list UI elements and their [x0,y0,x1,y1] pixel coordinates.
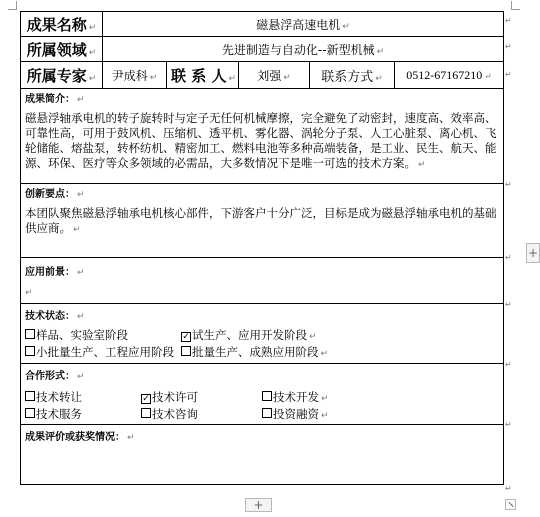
row-field [21,37,504,62]
field-label-cell [21,37,103,62]
intro-title: 成果简介： ↵ [25,94,85,105]
checkbox-unchecked[interactable] [181,346,191,356]
checkbox-checked[interactable]: ✓ [142,394,150,404]
cooperation-option-development[interactable]: 技术开发 ↵ [262,390,329,407]
tech-status-cell [21,304,504,364]
row-evaluation [21,425,504,485]
row-end-mark: ↵ [505,360,512,369]
innovation-cell[interactable] [21,184,504,258]
paragraph-mark: ↵ [25,288,33,298]
tech-status-row-2 [25,345,499,362]
achievement-form-table [20,11,504,485]
field-value-cell[interactable] [103,37,504,62]
add-row-button[interactable]: + [245,498,272,512]
add-column-button[interactable]: + [526,243,540,263]
paragraph-mark: ↵ [77,372,85,382]
paragraph-mark: ↵ [149,72,158,83]
table-resize-handle-icon[interactable] [505,499,516,510]
evaluation-title: 成果评价或获奖情况： ↵ [25,432,135,443]
cooperation-cell [21,364,504,425]
paragraph-mark: ↵ [228,73,236,84]
tech-status-option-trial[interactable]: ✓ 试生产、应用开发阶段 ↵ [182,328,317,342]
checkbox-unchecked[interactable] [25,329,35,339]
checkbox-unchecked[interactable] [25,391,35,401]
row-contacts [21,62,504,89]
crop-mark-top-right [511,1,520,10]
paragraph-mark: ↵ [309,332,317,342]
expert-label-cell [21,62,103,89]
tech-status-row-1 [25,328,499,345]
intro-cell[interactable] [21,89,504,184]
paragraph-mark: ↵ [375,73,383,84]
row-cooperation [21,364,504,425]
contact-value-cell[interactable] [239,62,310,89]
paragraph-mark: ↵ [77,268,85,278]
cooperation-option-consulting[interactable]: 技术咨询 [141,407,262,424]
expert-value-cell[interactable] [103,62,167,89]
checkbox-unchecked[interactable] [25,346,35,356]
row-end-mark: ↵ [505,484,512,493]
paragraph-mark: ↵ [321,394,329,404]
achievement-name-label-cell [21,12,103,37]
innovation-title: 创新要点： ↵ [25,189,85,200]
row-tech-status [21,304,504,364]
row-prospect [21,258,504,304]
paragraph-mark: ↵ [88,73,97,84]
paragraph-mark: ↵ [321,411,329,421]
paragraph-mark: ↵ [77,312,85,322]
cooperation-title: 合作形式： ↵ [25,371,85,382]
evaluation-cell[interactable] [21,425,504,485]
row-end-mark: ↵ [505,253,512,262]
phone-label: 联系方式 [321,69,374,85]
tech-status-option-mass-production[interactable]: 批量生产、成熟应用阶段 ↵ [181,345,328,362]
achievement-name-value-cell[interactable] [103,12,504,37]
contact-value: 刘强 [257,68,282,83]
expert-value: 尹成科 [111,68,148,83]
paragraph-mark: ↵ [77,95,85,105]
prospect-cell[interactable] [21,258,504,304]
phone-value: 0512-67167210 [406,67,483,82]
cooperation-option-investment[interactable]: 投资融资 ↵ [262,407,329,424]
paragraph-mark: ↵ [320,349,329,359]
checkbox-unchecked[interactable] [262,391,272,401]
expert-label: 所属专家 [26,66,87,85]
paragraph-mark: ↵ [418,160,426,170]
tech-status-title: 技术状态： ↵ [25,311,85,322]
cooperation-option-service[interactable]: 技术服务 [25,407,141,424]
row-end-mark: ↵ [505,420,512,429]
checkbox-checked[interactable]: ✓ [182,332,190,342]
row-end-mark: ↵ [505,70,512,79]
tech-status-option-sample[interactable]: 样品、实验室阶段 [25,328,181,345]
paragraph-mark: ↵ [88,22,97,33]
row-end-mark: ↵ [505,42,512,51]
row-end-mark: ↵ [505,300,512,309]
row-intro [21,89,504,184]
field-value: 先进制造与自动化--新型机械 [221,42,375,57]
prospect-title: 应用前景： ↵ [25,267,85,278]
paragraph-mark: ↵ [376,46,385,57]
innovation-body: 本团队聚焦磁悬浮轴承电机核心部件，下游客户十分广泛，目标是成为磁悬浮轴承电机的基础供应商。 ↵ [25,206,497,235]
achievement-name-value: 磁悬浮高速电机 [256,17,341,32]
contact-label-cell [167,62,239,89]
checkbox-unchecked[interactable] [25,408,35,418]
paragraph-mark: ↵ [127,433,135,443]
cooperation-option-transfer[interactable]: 技术转让 [25,390,141,407]
paragraph-mark: ↵ [283,72,291,83]
phone-label-cell [310,62,395,89]
row-innovation [21,184,504,258]
paragraph-mark: ↵ [342,21,350,32]
paragraph-mark: ↵ [73,225,81,235]
paragraph-mark: ↵ [77,190,85,200]
paragraph-mark: ↵ [88,47,97,58]
contact-label: 联 系 人 [171,66,227,85]
cooperation-row-2 [25,407,499,424]
prospect-body [25,284,499,301]
paragraph-mark: ↵ [484,70,492,81]
cooperation-row-1 [25,390,499,407]
field-label: 所属领域 [26,40,87,59]
intro-body: 磁悬浮轴承电机的转子旋转时与定子无任何机械摩擦，完全避免了动密封，速度高、效率高、可靠性高，可用于鼓风机、压缩机、透平机、雾化器、涡轮分子泵、人工心脏泵、离心机、飞轮储能、熔盐泵，转杯纺机、精密加工、燃料电池等多种高端装备，是工业、民生、航天、能源、环保、医疗等众多领域的必需品，大多数情况下是唯一可选的技术方案。 ↵ [25,111,497,170]
achievement-name-label: 成果名称 [26,15,87,34]
tech-status-option-small-batch[interactable]: 小批量生产、工程应用阶段 [25,345,181,362]
cooperation-option-license[interactable]: ✓ 技术许可 [142,390,198,404]
checkbox-unchecked[interactable] [262,408,272,418]
row-end-mark: ↵ [505,180,512,189]
phone-value-cell[interactable] [395,62,504,89]
crop-mark-top-left [8,1,17,10]
row-achievement-name [21,12,504,37]
row-end-mark: ↵ [505,16,512,25]
checkbox-unchecked[interactable] [141,408,151,418]
